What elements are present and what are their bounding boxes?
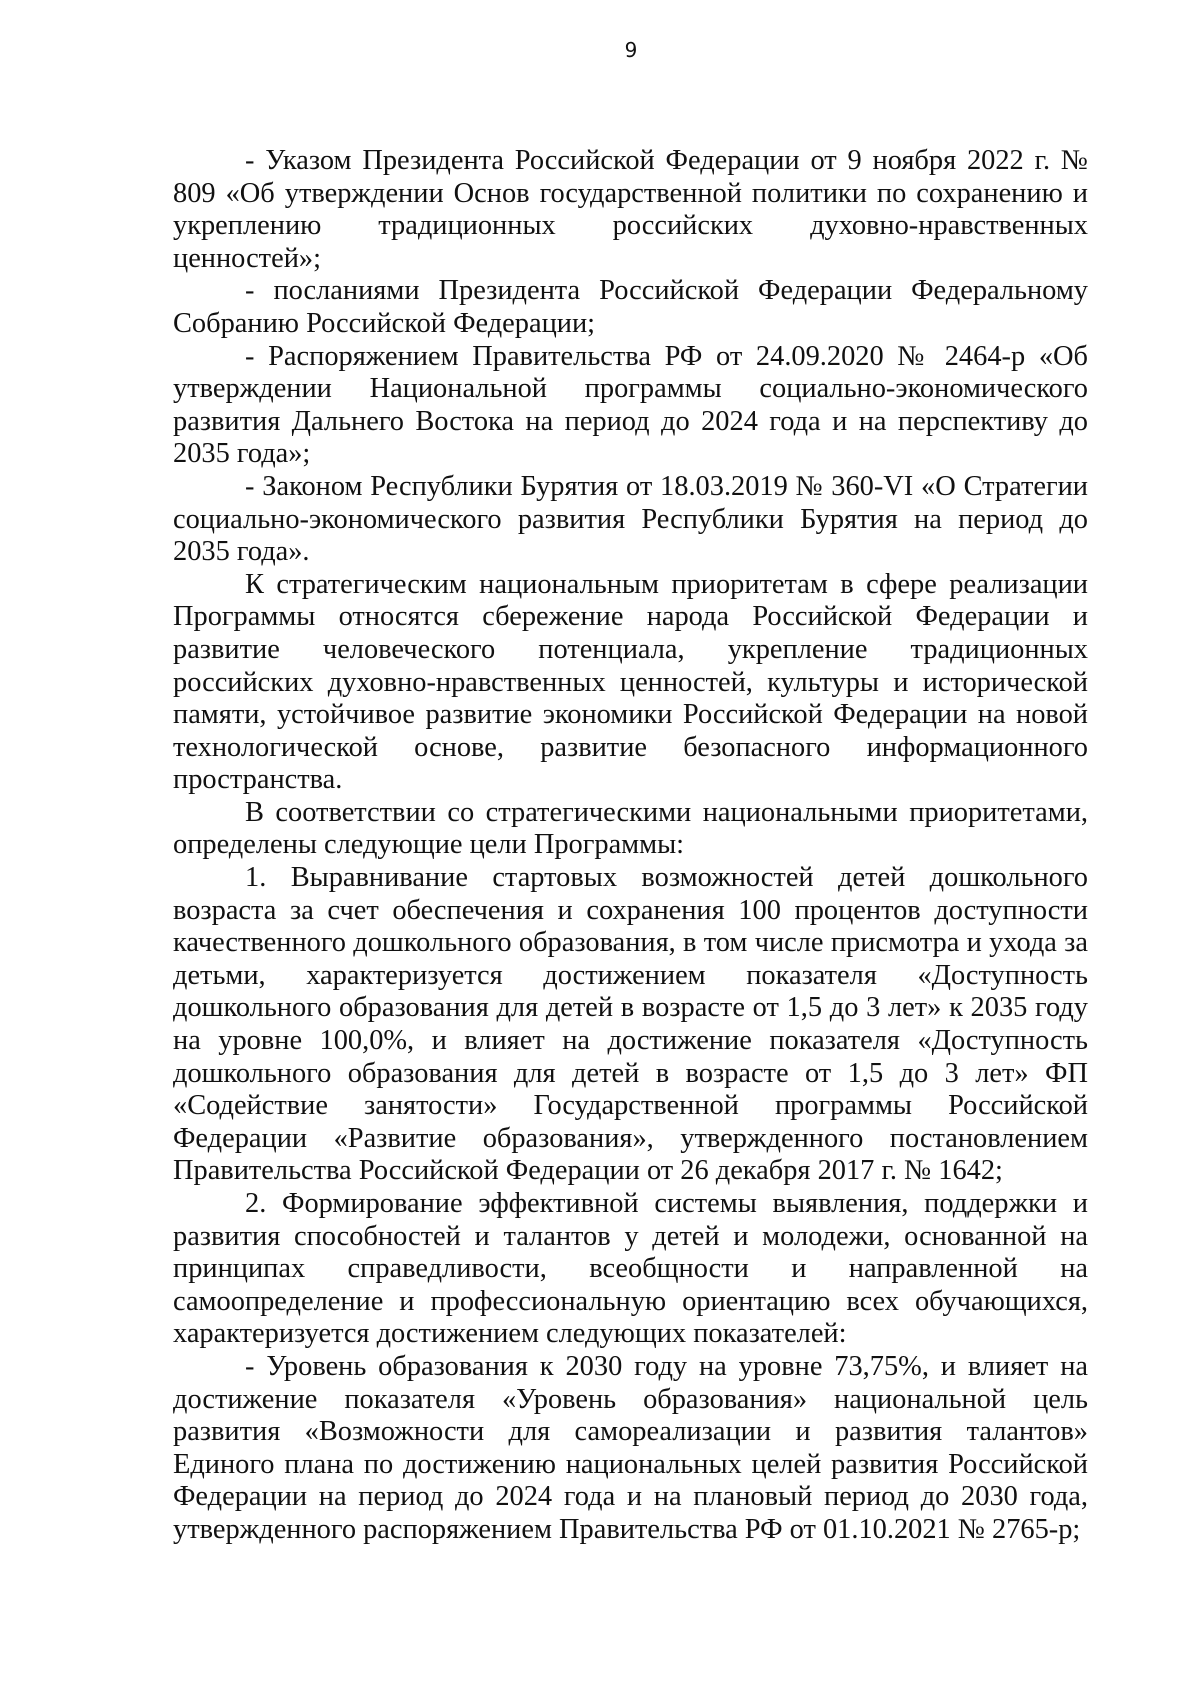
paragraph-law-360: - Законом Республики Бурятия от 18.03.2019 № 360-VI «О Стратегии социально-экономического развития Республики Бурятия на период до 2035 года». (173, 470, 1088, 568)
paragraph-strategic-priorities: К стратегическим национальным приоритетам в сфере реализации Программы относятся сбережение народа Российской Федерации и развитие человеческого потенциала, укрепление традиционных российских духовно-нравственных ценностей, культуры и исторической памяти, устойчивое развитие экономики Российской Федерации на новой технологической основе, развитие безопасного информационного пространства. (173, 568, 1088, 796)
paragraph-goal-2: 2. Формирование эффективной системы выявления, поддержки и развития способностей и талантов у детей и молодежи, основанной на принципах справедливости, всеобщности и направленной на самоопределение и профессиональную ориентацию всех обучающихся, характеризуется достижением следующих показателей: (173, 1188, 1088, 1350)
document-body (173, 145, 1088, 1547)
paragraph-goal-1: 1. Выравнивание стартовых возможностей детей дошкольного возраста за счет обеспечения и сохранения 100 процентов доступности качественного дошкольного образования, в том числе присмотра и ухода за детьми, характеризуется достижением показателя «Доступность дошкольного образования для детей в возрасте от 1,5 до 3 лет» к 2035 году на уровне 100,0%, и влияет на достижение показателя «Доступность дошкольного образования для детей в возрасте от 1,5 до 3 лет» ФП «Содействие занятости» Государственной программы Российской Федерации «Развитие образования», утвержденного постановлением Правительства Российской Федерации от 26 декабря 2017 г. № 1642; (173, 862, 1088, 1187)
paragraph-goals-intro: В соответствии со стратегическими национальными приоритетами, определены следующие цели Программы: (173, 796, 1088, 861)
page-number: 9 (624, 38, 638, 62)
paragraph-decree-809: - Указом Президента Российской Федерации от 9 ноября 2022 г. № 809 «Об утверждении Основ государственной политики по сохранению и укреплению традиционных российских духовно-нравственных ценностей»; (173, 145, 1088, 274)
paragraph-education-level: - Уровень образования к 2030 году на уровне 73,75%, и влияет на достижение показателя «Уровень образования» национальной цель развития «Возможности для самореализации и развития талантов» Единого плана по достижению национальных целей развития Российской Федерации на период до 2024 года и на плановый период до 2030 года, утвержденного распоряжением Правительства РФ от 01.10.2021 № 2765-р; (173, 1350, 1088, 1545)
paragraph-presidential-messages: - посланиями Президента Российской Федерации Федеральному Собранию Российской Федерации; (173, 275, 1088, 339)
paragraph-order-2464: - Распоряжением Правительства РФ от 24.09.2020 № 2464-р «Об утверждении Национальной программы социально-экономического развития Дальнего Востока на период до 2024 года и на перспективу до 2035 года»; (173, 340, 1088, 470)
